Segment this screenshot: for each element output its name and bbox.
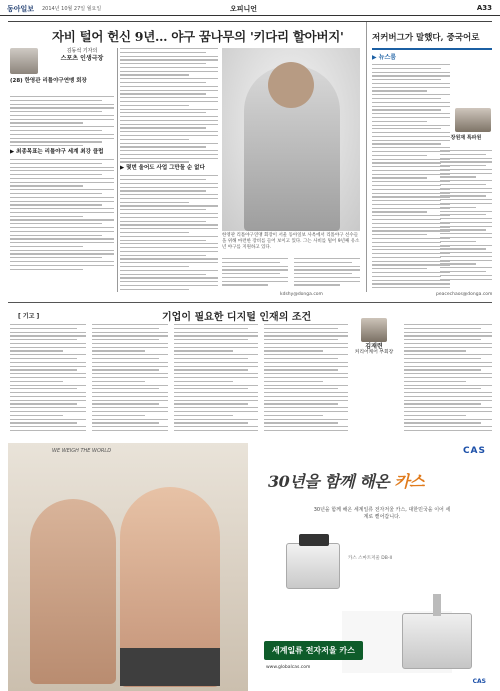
columnist-photo [455, 108, 491, 132]
gigo-label-text: 기고 [22, 313, 35, 320]
gigo-author-photo [361, 318, 387, 342]
ad-brand-logo: CAS [462, 446, 486, 456]
column-divider [117, 48, 118, 292]
ad-headline [268, 469, 424, 492]
news-plus-headline[interactable]: 저커버그가 말했다, 중국어로 [372, 33, 480, 43]
person-head [268, 62, 314, 108]
news-plus-label: ▶ 뉴스룸 [372, 54, 397, 61]
news-plus-text-2 [440, 150, 492, 286]
gigo-column-5 [404, 324, 492, 436]
gigo-author [352, 344, 396, 356]
gigo-column-1 [10, 324, 86, 436]
ad-model-name: 카스 스마트저울 DB-II [348, 556, 393, 561]
scale-display [299, 534, 329, 546]
page-header [0, 0, 500, 16]
scale-pole [433, 594, 441, 616]
gigo-label: [ 기고 ] [18, 313, 40, 320]
article-column-1 [10, 96, 114, 292]
article-subhead-2: ▶ 몇번 울어도 사업 그만둘 순 없다 [120, 165, 205, 172]
article-column-3 [222, 258, 288, 292]
page-number: A33 [476, 4, 492, 12]
scale-product-icon-2 [402, 613, 472, 669]
advertisement-right[interactable] [252, 443, 492, 691]
scale-product-icon [286, 543, 340, 589]
author-block [50, 48, 114, 62]
gigo-author-name: 김재련 [365, 343, 383, 350]
author-photo [10, 48, 38, 74]
gigo-author-role: 커리어케어 부회장 [354, 350, 394, 355]
news-plus-email[interactable]: peacechaos@donga.com [436, 292, 493, 297]
ad-person-1 [30, 499, 116, 684]
ad-headline-b: 카스 [394, 472, 425, 491]
article-email[interactable]: kdshy@donga.com [280, 292, 323, 297]
photo-caption: 한영관 리틀야구연맹 회장이 서울 동아일보 사옥에서 리틀야구 선수들을 위해 마련한 장비를 들어 보이고 있다. 그는 사비를 털어 9년째 유소년 야구를 지원하고 있다. [222, 233, 360, 250]
news-plus-text [372, 64, 450, 294]
section-divider [366, 22, 367, 292]
ad-badge: 세계일류 전자저울 카스 [264, 641, 363, 660]
section-title: 오피니언 [230, 5, 258, 13]
main-headline[interactable]: 자비 털어 헌신 9년… 야구 꿈나무의 '키다리 할아버지' [52, 29, 344, 44]
ad-url[interactable]: www.globalcas.com [266, 665, 311, 670]
ad-person-shorts [120, 648, 220, 686]
ad-headline-a: 30년을 함께 해온 [268, 472, 395, 491]
author-role: 김동석 기자의 [66, 48, 98, 54]
ad-lead-text: 30년을 함께 해온 세계일류 전자저울 카스, 대한민국을 이어 세계로 뻗어갑니다. [313, 507, 451, 520]
advertisement-left[interactable] [8, 443, 248, 691]
ad-tagline: WE WEIGH THE WORLD [52, 448, 112, 454]
gigo-column-4 [264, 324, 348, 436]
columnist-name: 장원재 특파원 [450, 135, 482, 141]
gigo-column-2 [92, 324, 168, 436]
section-rule [8, 302, 492, 303]
top-rule [8, 21, 492, 22]
article-column-4 [294, 258, 360, 292]
ad-corner-logo: CAS [472, 678, 486, 685]
article-subhead-1: ▶ 최종목표는 리틀야구 세계 최강 클럽 [10, 148, 104, 155]
issue-date: 2014년 10월 27일 월요일 [42, 6, 102, 12]
article-column-2 [120, 48, 218, 292]
column-subtitle: (28) 한영관 리틀야구연맹 회장 [10, 78, 87, 84]
newspaper-logo: 동아일보 [7, 4, 35, 13]
gigo-column-3 [174, 324, 258, 436]
main-photo [222, 48, 360, 231]
column-name: 스포츠 인생극장 [60, 55, 104, 62]
gigo-headline[interactable]: 기업이 필요한 디지털 인재의 조건 [162, 312, 312, 323]
